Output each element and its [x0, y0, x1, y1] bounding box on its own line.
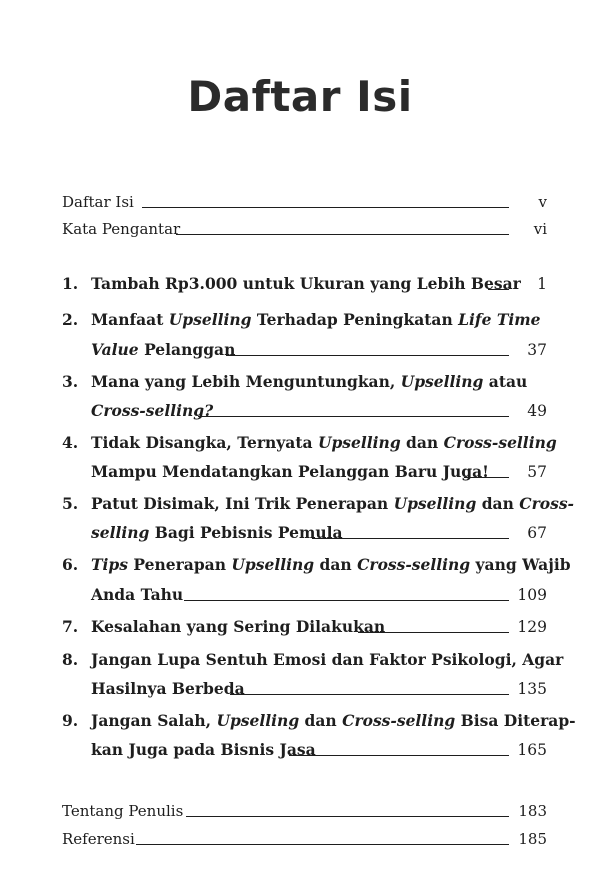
chapter-title-line: Tips Penerapan Upselling dan Cross-selling yang Wajib	[91, 555, 571, 574]
chapter-title-line: selling Bagi Pebisnis Pemula	[91, 523, 343, 542]
toc-chapter-8-cont[interactable]	[0, 677, 600, 701]
toc-chapter-2-cont[interactable]	[0, 338, 600, 362]
leader-line	[464, 477, 509, 478]
chapter-number: 1.	[62, 274, 79, 293]
chapter-title-line: Anda Tahu	[91, 585, 184, 604]
toc-chapter-9-cont[interactable]	[0, 738, 600, 762]
toc-chapter-4[interactable]	[0, 431, 600, 455]
leader-line	[226, 355, 509, 356]
toc-chapter-5-cont[interactable]	[0, 521, 600, 545]
toc-chapter-7[interactable]	[0, 615, 600, 639]
chapter-page: 129	[517, 618, 547, 636]
chapter-number: 6.	[62, 555, 79, 574]
chapter-number: 2.	[62, 310, 79, 329]
chapter-title-line: Tambah Rp3.000 untuk Ukuran yang Lebih Besar	[91, 274, 521, 293]
chapter-number: 9.	[62, 711, 79, 730]
toc-chapter-6[interactable]	[0, 553, 600, 577]
leader-line	[184, 600, 509, 601]
chapter-number: 4.	[62, 433, 79, 452]
chapter-title-line: Jangan Salah, Upselling dan Cross-selling Bisa Diterap-	[91, 711, 576, 730]
toc-entry-kata-pengantar[interactable]	[0, 217, 600, 241]
leader-line	[136, 844, 509, 845]
chapter-title-line: Patut Disimak, Ini Trik Penerapan Upselling dan Cross-	[91, 494, 574, 513]
toc-entry-page: 183	[518, 802, 547, 820]
toc-entry-label: Referensi	[62, 830, 135, 848]
chapter-number: 3.	[62, 372, 79, 391]
toc-entry-referensi[interactable]	[0, 827, 600, 851]
toc-chapter-8[interactable]	[0, 648, 600, 672]
toc-entry-page: v	[538, 193, 547, 211]
toc-chapter-3-cont[interactable]	[0, 399, 600, 423]
toc-entry-label: Kata Pengantar	[62, 220, 181, 238]
toc-entry-page: vi	[533, 220, 547, 238]
chapter-title-line: kan Juga pada Bisnis Jasa	[91, 740, 316, 759]
toc-entry-tentang-penulis[interactable]	[0, 799, 600, 823]
toc-chapter-9[interactable]	[0, 709, 600, 733]
chapter-title-line: Value Pelanggan	[91, 340, 236, 359]
chapter-page: 57	[527, 463, 547, 481]
leader-line	[230, 694, 509, 695]
chapter-page: 1	[537, 275, 547, 293]
leader-line	[142, 207, 509, 208]
leader-line	[488, 289, 509, 290]
leader-line	[186, 816, 509, 817]
chapter-page: 109	[517, 586, 547, 604]
toc-entry-page: 185	[518, 830, 547, 848]
toc-entry-label: Daftar Isi	[62, 193, 134, 211]
toc-chapter-6-cont[interactable]	[0, 583, 600, 607]
leader-line	[198, 416, 509, 417]
toc-chapter-3[interactable]	[0, 370, 600, 394]
chapter-number: 5.	[62, 494, 79, 513]
chapter-number: 7.	[62, 617, 79, 636]
toc-chapter-2[interactable]	[0, 308, 600, 332]
leader-line	[358, 632, 509, 633]
chapter-title-line: Mampu Mendatangkan Pelanggan Baru Juga!	[91, 462, 489, 481]
chapter-number: 8.	[62, 650, 79, 669]
leader-line	[289, 755, 509, 756]
toc-chapter-4-cont[interactable]	[0, 460, 600, 484]
chapter-title-line: Manfaat Upselling Terhadap Peningkatan Life Time	[91, 310, 541, 329]
chapter-page: 165	[517, 741, 547, 759]
chapter-title-line: Cross-selling?	[91, 401, 214, 420]
chapter-title-line: Tidak Disangka, Ternyata Upselling dan Cross-selling	[91, 433, 557, 452]
chapter-title-line: Jangan Lupa Sentuh Emosi dan Faktor Psikologi, Agar	[91, 650, 564, 669]
chapter-page: 67	[527, 524, 547, 542]
chapter-title-line: Kesalahan yang Sering Dilakukan	[91, 617, 386, 636]
toc-entry-label: Tentang Penulis	[62, 802, 184, 820]
toc-chapter-1[interactable]	[0, 272, 600, 296]
page-title: Daftar Isi	[187, 72, 413, 121]
chapter-title-line: Mana yang Lebih Menguntungkan, Upselling atau	[91, 372, 528, 391]
toc-entry-daftar-isi[interactable]	[0, 190, 600, 214]
toc-chapter-5[interactable]	[0, 492, 600, 516]
leader-line	[312, 538, 509, 539]
chapter-page: 135	[517, 680, 547, 698]
leader-line	[176, 234, 509, 235]
chapter-title-line: Hasilnya Berbeda	[91, 679, 245, 698]
chapter-page: 49	[527, 402, 547, 420]
chapter-page: 37	[527, 341, 547, 359]
